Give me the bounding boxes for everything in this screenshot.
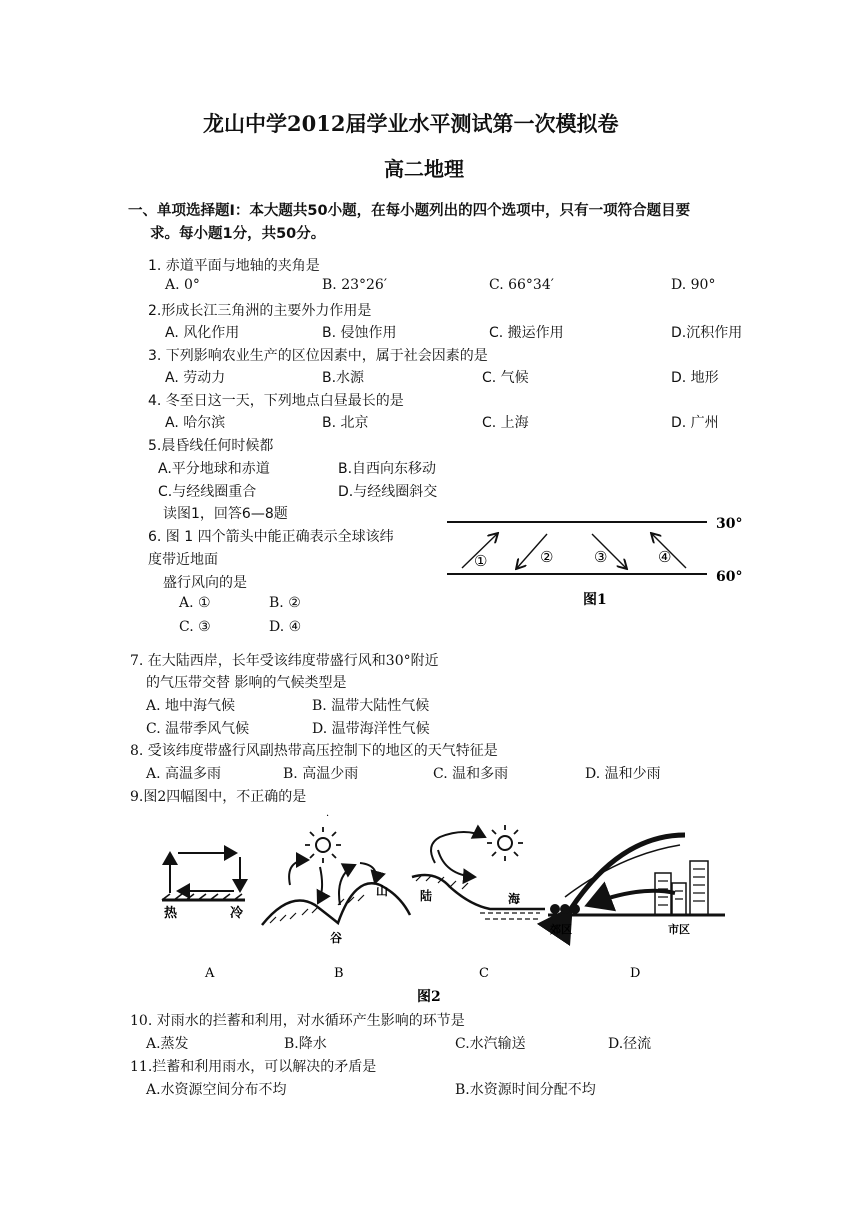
q8-option-a: A. 高温多雨: [146, 766, 222, 782]
q1-option-d: D. 90°: [671, 277, 716, 293]
q7-stem-line2: 的气压带交替 影响的气候类型是: [146, 675, 347, 691]
q1-option-a: A. 0°: [165, 277, 200, 293]
panel-b-valley-wind: [262, 811, 410, 945]
q3-option-b: B.水源: [322, 370, 365, 386]
q5-option-c: C.与经线圈重合: [158, 484, 257, 500]
q7-option-a: A. 地中海气候: [146, 698, 236, 714]
panel-a-thermal-circulation: [162, 853, 245, 921]
panel-b-mountain-label: 山: [376, 884, 389, 898]
read-figure1-instruction: 读图1，回答6—8题: [163, 506, 288, 522]
q6-option-c: C. ③: [179, 619, 211, 635]
q3-stem: 3. 下列影响农业生产的区位因素中，属于社会因素的是: [148, 348, 488, 364]
latitude-label-30: 30°: [716, 516, 743, 532]
q3-option-c: C. 气候: [482, 370, 529, 386]
panel-d-city-label: 市区: [668, 923, 690, 936]
q6-option-b: B. ②: [269, 595, 301, 611]
section-header-line2: 求。每小题1分，共50分。: [150, 226, 326, 242]
wind-arrow-3-label: ③: [594, 548, 608, 566]
q10-option-a: A.蒸发: [146, 1036, 189, 1052]
wind-arrow-4-label: ④: [658, 548, 672, 566]
q3-option-d: D. 地形: [671, 370, 719, 386]
q3-option-a: A. 劳动力: [165, 370, 226, 386]
figure-2-label-c: C: [479, 966, 489, 981]
q5-option-a: A.平分地球和赤道: [158, 461, 270, 477]
q5-option-b: B.自西向东移动: [338, 461, 437, 477]
q4-option-b: B. 北京: [322, 415, 369, 431]
figure-2-label-a: A: [205, 966, 215, 981]
q6-option-a: A. ①: [179, 595, 211, 611]
q6-stem-line1: 6. 图 1 四个箭头中能正确表示全球该纬: [148, 529, 394, 545]
q6-stem-line2: 度带近地面: [148, 552, 218, 568]
q7-option-b: B. 温带大陆性气候: [312, 698, 430, 714]
q4-option-d: D. 广州: [671, 415, 719, 431]
q2-option-c: C. 搬运作用: [489, 325, 564, 341]
q10-option-b: B.降水: [284, 1036, 327, 1052]
q7-option-c: C. 温带季风气候: [146, 721, 250, 737]
q8-option-c: C. 温和多雨: [433, 766, 509, 782]
panel-c-sea-label: 海: [508, 892, 521, 906]
figure-2-label-d: D: [630, 966, 641, 981]
panel-c-land-label: 陆: [420, 889, 433, 903]
q5-stem: 5.晨昏线任何时候都: [148, 438, 274, 454]
q2-option-d: D.沉积作用: [671, 325, 743, 341]
q5-option-d: D.与经线圈斜交: [338, 484, 438, 500]
figure-1-caption: 图1: [583, 592, 607, 608]
stray-dot: ·: [326, 811, 330, 822]
sun-icon: [498, 836, 512, 850]
panel-c-land-sea-breeze: [412, 825, 545, 919]
q8-option-b: B. 高温少雨: [283, 766, 359, 782]
q4-option-c: C. 上海: [482, 415, 529, 431]
q7-option-d: D. 温带海洋性气候: [312, 721, 430, 737]
figure-2-caption: 图2: [417, 989, 441, 1005]
q10-stem: 10. 对雨水的拦蓄和利用，对水循环产生影响的环节是: [130, 1013, 465, 1029]
figure-2-label-b: B: [334, 966, 344, 981]
q10-option-c: C.水汽输送: [455, 1036, 526, 1052]
q11-stem: 11.拦蓄和利用雨水，可以解决的矛盾是: [130, 1059, 377, 1075]
q6-stem-line3: 盛行风向的是: [163, 575, 247, 591]
figure-2-circulation-diagrams: [150, 805, 740, 1005]
q1-option-b: B. 23°26′: [322, 277, 387, 293]
panel-d-urban-heat-island: [548, 835, 725, 936]
q1-stem: 1. 赤道平面与地轴的夹角是: [148, 258, 320, 274]
q6-option-d: D. ④: [269, 619, 302, 635]
q8-stem: 8. 受该纬度带盛行风副热带高压控制下的地区的天气特征是: [130, 743, 498, 759]
q7-stem-line1: 7. 在大陆西岸，长年受该纬度带盛行风和30°附近: [130, 653, 439, 669]
q8-option-d: D. 温和少雨: [585, 766, 661, 782]
q1-option-c: C. 66°34′: [489, 277, 554, 293]
q9-stem: 9.图2四幅图中，不正确的是: [130, 789, 307, 805]
q10-option-d: D.径流: [608, 1036, 652, 1052]
panel-d-suburb-label: 郊区: [550, 923, 572, 936]
q2-stem: 2.形成长江三角洲的主要外力作用是: [148, 303, 372, 319]
q2-option-a: A. 风化作用: [165, 325, 240, 341]
building-icon: [655, 873, 671, 915]
panel-a-hot-label: 热: [164, 906, 178, 921]
wind-arrow-2-label: ②: [540, 548, 554, 566]
q4-option-a: A. 哈尔滨: [165, 415, 226, 431]
q11-option-a: A.水资源空间分布不均: [146, 1082, 287, 1098]
panel-a-cold-label: 冷: [230, 906, 244, 921]
panel-b-valley-label: 谷: [330, 931, 343, 945]
exam-title: 龙山中学2012届学业水平测试第一次模拟卷: [203, 111, 619, 136]
q2-option-b: B. 侵蚀作用: [322, 325, 397, 341]
q4-stem: 4. 冬至日这一天，下列地点白昼最长的是: [148, 393, 404, 409]
exam-subtitle: 高二地理: [384, 157, 464, 181]
q11-option-b: B.水资源时间分配不均: [455, 1082, 596, 1098]
latitude-label-60: 60°: [716, 569, 743, 585]
wind-arrow-1-label: ①: [474, 552, 488, 570]
figure-1-wind-diagram: [440, 508, 760, 610]
sun-icon: [316, 838, 330, 852]
section-header-line1: 一、单项选择题Ⅰ：本大题共50小题，在每小题列出的四个选项中，只有一项符合题目要: [128, 203, 691, 219]
